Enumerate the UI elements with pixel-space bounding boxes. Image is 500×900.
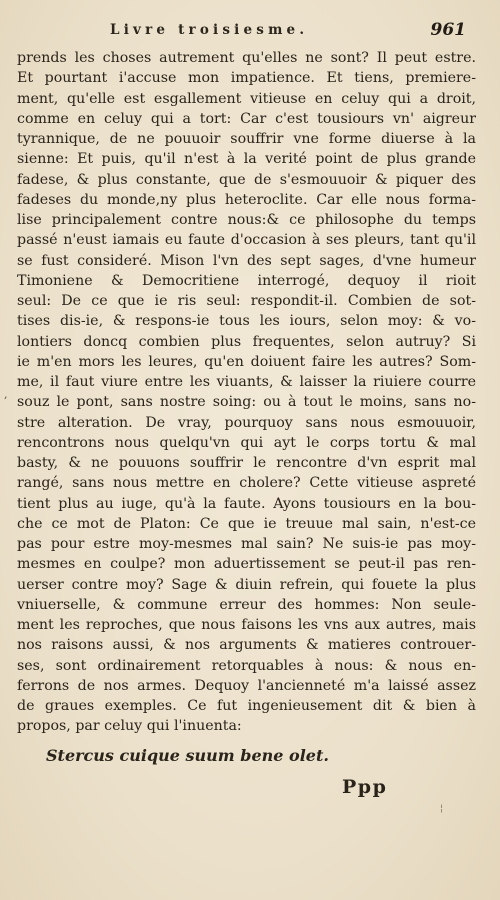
text-line: souz le pont, sans nostre soing: ou à tout le moins, sans no- xyxy=(17,394,476,411)
bottom-ink-mark: ¦ xyxy=(440,804,444,814)
page-header xyxy=(0,22,500,46)
running-head: Livre troisiesme. xyxy=(110,22,309,38)
text-line: nos raisons aussi, & nos arguments & matieres controuer- xyxy=(17,637,476,654)
text-line: sienne: Et puis, qu'il n'est à la verité point de plus grande xyxy=(17,151,476,168)
text-line: tises dis-ie, & respons-ie tous les iours, selon moy: & vo- xyxy=(17,313,476,330)
text-line: tient plus au iuge, qu'à la faute. Ayons tousiours en la bou- xyxy=(17,495,476,512)
text-line: tyrannique, de ne pouuoir souffrir vne forme diuerse à la xyxy=(17,131,476,147)
text-line: prends les choses autrement qu'elles ne sont? Il peut estre. xyxy=(17,50,476,66)
marginal-mark: , xyxy=(4,388,8,401)
text-line: Et pourtant i'accuse mon impatience. Et tiens, premiere- xyxy=(17,70,476,87)
text-line: ses, sont ordinairement retorquables à nous: & nous en- xyxy=(17,657,476,674)
text-line: lontiers doncq combien plus frequentes, selon autruy? Si xyxy=(17,333,476,350)
text-line: se fust consideré. Mison l'vn des sept sages, d'vne humeur xyxy=(17,252,476,269)
text-line: me, il faut viure entre les viuants, & laisser la riuiere courre xyxy=(17,374,476,390)
text-line: ment, qu'elle est esgallement vitieuse en celuy qui a droit, xyxy=(17,90,476,107)
text-line: comme en celuy qui a tort: Car c'est tousiours vn' aigreur xyxy=(17,110,476,127)
text-line: che ce mot de Platon: Ce que ie treuue mal sain, n'est-ce xyxy=(17,515,476,532)
text-line: de graues exemples. Ce fut ingenieusement dit & bien à xyxy=(17,698,476,714)
text-line: rangé, sans nous mettre en cholere? Cette vitieuse aspreté xyxy=(17,475,476,492)
text-line: pas pour estre moy-mesmes mal sain? Ne suis-ie pas moy- xyxy=(17,536,476,552)
text-line: ment les reproches, que nous faisons les vns aux autres, mais xyxy=(17,617,476,633)
text-line: ie m'en mors les leures, qu'en doiuent faire les autres? Som- xyxy=(17,353,476,370)
text-line: ferrons de nos armes. Dequoy l'ancienneté m'a laissé assez xyxy=(17,677,476,694)
text-line: basty, & ne pouuons souffrir le rencontre d'vn esprit mal xyxy=(17,455,476,471)
text-line: fadese, & plus constante, que de s'esmouuoir & piquer des xyxy=(17,171,476,188)
text-line: lise principalement contre nous:& ce philosophe du temps xyxy=(17,212,476,228)
text-line: stre alteration. De vray, pourquoy sans nous esmouuoir, xyxy=(17,414,476,431)
text-line: Timoniene & Democritiene interrogé, dequoy il rioit xyxy=(17,272,476,289)
body-text xyxy=(17,48,476,737)
page-number: 961 xyxy=(430,20,466,40)
text-line: fadeses du monde,ny plus heteroclite. Car elle nous forma- xyxy=(17,191,476,208)
text-line-last: propos, par celuy qui l'inuenta: xyxy=(17,718,242,735)
text-line: rencontrons nous quelqu'vn qui ayt le corps tortu & mal xyxy=(17,434,476,451)
text-line: uerser contre moy? Sage & diuin refrein, qui fouete la plus xyxy=(17,576,476,593)
text-line: seul: De ce que ie ris seul: respondit-il. Combien de sot- xyxy=(17,293,476,309)
text-line: passé n'eust iamais eu faute d'occasion à ses pleurs, tant qu'il xyxy=(17,232,476,249)
text-line: vniuerselle, & commune erreur des hommes: Non seule- xyxy=(17,596,476,613)
text-line: mesmes en coulpe? mon aduertissement se peut-il pas ren- xyxy=(17,556,476,573)
latin-epigraph: Stercus cuique suum bene olet. xyxy=(46,746,329,765)
signature-mark: Ppp xyxy=(342,776,388,798)
